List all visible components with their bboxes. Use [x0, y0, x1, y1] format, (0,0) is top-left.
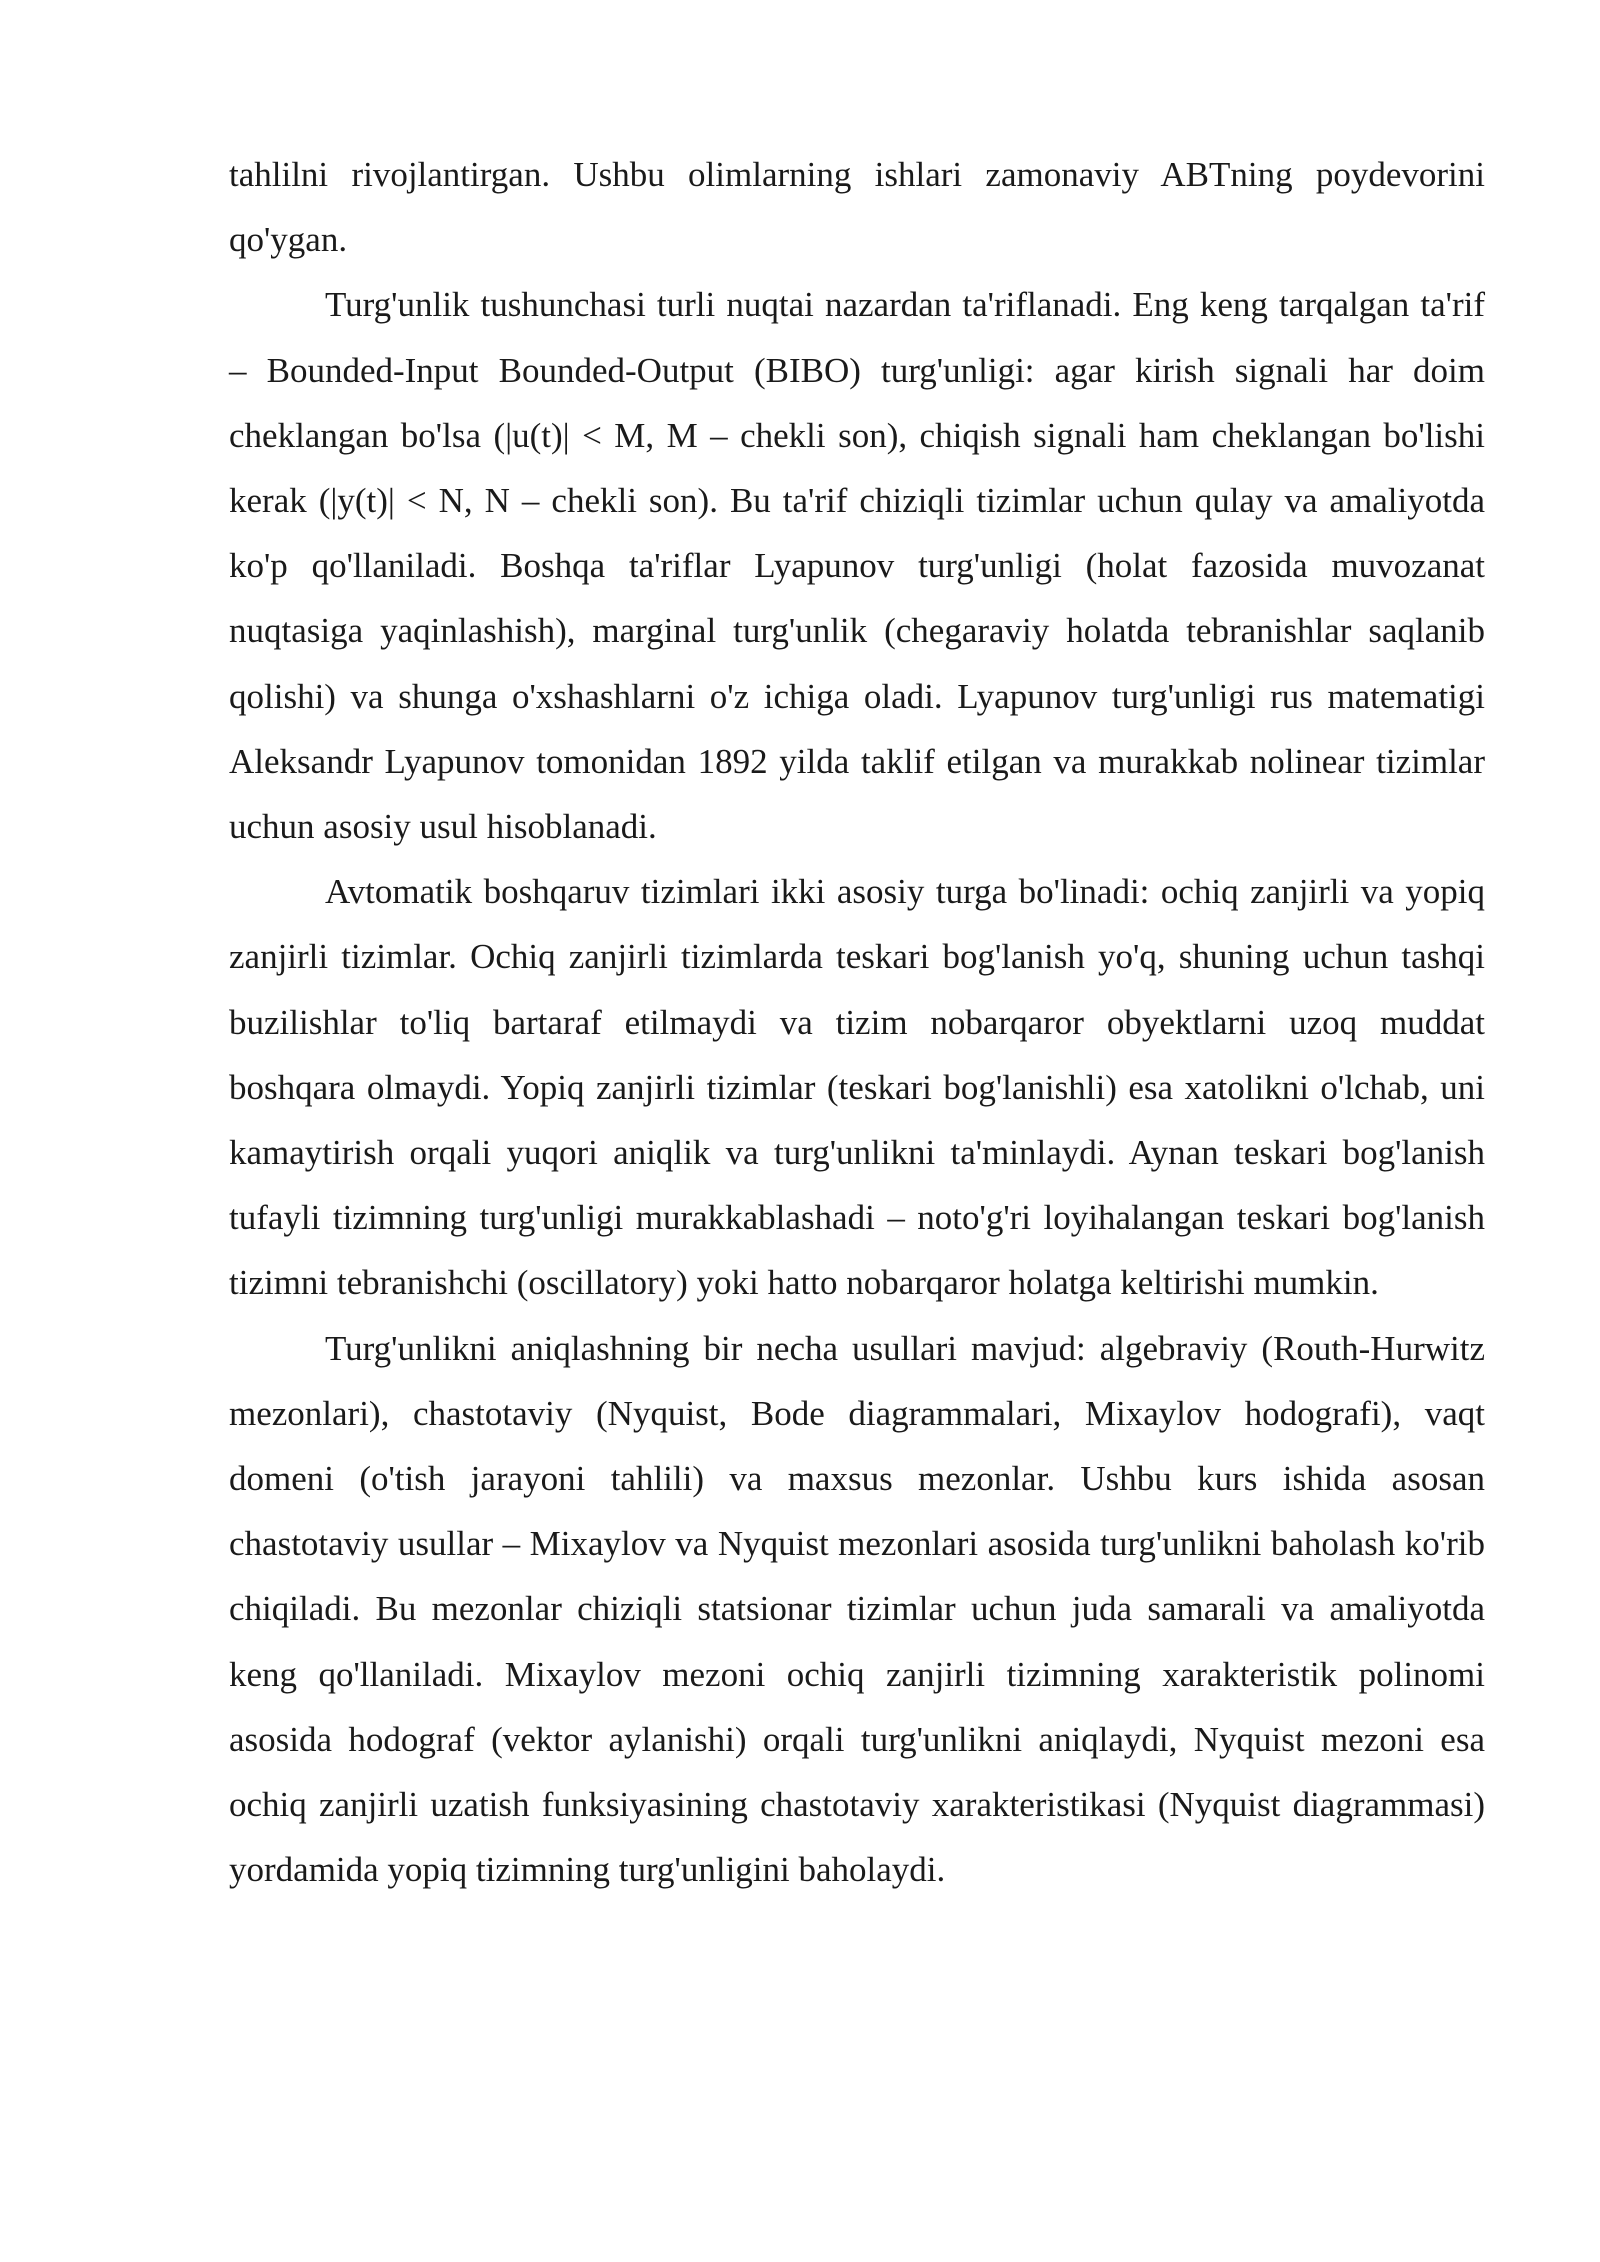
paragraph-continuation: tahlilni rivojlantirgan. Ushbu olimlarning ishlari zamonaviy ABTning poydevorini qo'ygan. — [229, 155, 1485, 260]
paragraph-stability-methods: Turg'unlikni aniqlashning bir necha usullari mavjud: algebraviy (Routh-Hurwitz mezonlari), chastotaviy (Nyquist, Bode diagrammalari, Mixaylov hodografi), vaqt domeni (o'tish jarayoni tahlili) va maxsus mezonlar. Ushbu kurs ishida asosan chastotaviy usullar – Mixaylov va Nyquist mezonlari asosida turg'unlikni baholash ko'rib chiqiladi. Bu mezonlar chiziqli statsionar tizimlar uchun juda samarali va amaliyotda keng qo'llaniladi. Mixaylov mezoni ochiq zanjirli tizimning xarakteristik polinomi asosida hodograf (vektor aylanishi) orqali turg'unlikni aniqlaydi, Nyquist mezoni esa ochiq zanjirli uzatish funksiyasining chastotaviy xarakteristikasi (Nyquist diagrammasi) yordamida yopiq tizimning turg'unligini baholaydi. — [229, 1328, 1485, 1890]
paragraph-stability-definitions: Turg'unlik tushunchasi turli nuqtai nazardan ta'riflanadi. Eng keng tarqalgan ta'rif – Bounded-Input Bounded-Output (BIBO) turg'unligi: agar kirish signali har doim cheklangan bo'lsa (|u(t)| < M, M – chekli son), chiqish signali ham cheklangan bo'lishi kerak (|y(t)| < N, N – chekli son). Bu ta'rif chiziqli tizimlar uchun qulay va amaliyotda ko'p qo'llaniladi. Boshqa ta'riflar Lyapunov turg'unligi (holat fazosida muvozanat nuqtasiga yaqinlashish), marginal turg'unlik (chegaraviy holatda tebranishlar saqlanib qolishi) va shunga o'xshashlarni o'z ichiga oladi. Lyapunov turg'unligi rus matematigi Aleksandr Lyapunov tomonidan 1892 yilda taklif etilgan va murakkab nolinear tizimlar uchun asosiy usul hisoblanadi. — [229, 285, 1485, 847]
document-body — [229, 142, 1485, 1902]
paragraph-control-system-types: Avtomatik boshqaruv tizimlari ikki asosiy turga bo'linadi: ochiq zanjirli va yopiq zanjirli tizimlar. Ochiq zanjirli tizimlarda teskari bog'lanish yo'q, shuning uchun tashqi buzilishlar to'liq bartaraf etilmaydi va tizim nobarqaror obyektlarni uzoq muddat boshqara olmaydi. Yopiq zanjirli tizimlar (teskari bog'lanishli) esa xatolikni o'lchab, uni kamaytirish orqali yuqori aniqlik va turg'unlikni ta'minlaydi. Aynan teskari bog'lanish tufayli tizimning turg'unligi murakkablashadi – noto'g'ri loyihalangan teskari bog'lanish tizimni tebranishchi (oscillatory) yoki hatto nobarqaror holatga keltirishi mumkin. — [229, 872, 1485, 1303]
